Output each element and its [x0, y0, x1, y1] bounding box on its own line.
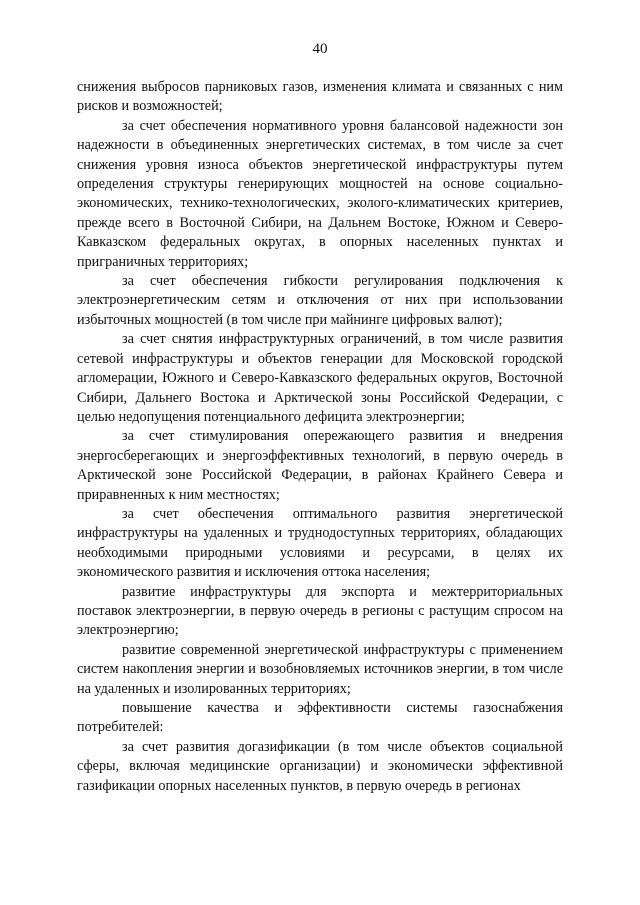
paragraph: за счет обеспечения нормативного уровня балансовой надежности зон надежности в объединенных энергетических системах, в том числе за счет снижения уровня износа объектов энергетической инфраструктуры путем определения структуры генерирующих мощностей на основе социально-экономических, технико-технологических, эколого-климатических критериев, прежде всего в Восточной Сибири, на Дальнем Востоке, Южном и Северо-Кавказском федеральных округах, в опорных населенных пунктах и приграничных территориях; [77, 117, 563, 270]
paragraph: развитие современной энергетической инфраструктуры с применением систем накопления энергии и возобновляемых источников энергии, в том числе на удаленных и изолированных территориях; [77, 641, 563, 697]
document-body [77, 78, 563, 796]
page-number: 40 [312, 41, 328, 57]
paragraph: развитие инфраструктуры для экспорта и межтерриториальных поставок электроэнергии, в первую очередь в регионы с растущим спросом на электроэнергию; [77, 583, 563, 639]
paragraph: снижения выбросов парниковых газов, изменения климата и связанных с ним рисков и возможностей; [77, 79, 563, 115]
paragraph: за счет обеспечения гибкости регулирования подключения к электроэнергетическим сетям и отключения от них при использовании избыточных мощностей (в том числе при майнинге цифровых валют); [77, 273, 563, 328]
paragraph: повышение качества и эффективности системы газоснабжения потребителей: [77, 700, 563, 736]
paragraph: за счет обеспечения оптимального развития энергетической инфраструктуры на удаленных и труднодоступных территориях, обладающих необходимыми природными условиями и ресурсами, в целях их экономического развития и исключения оттока населения; [77, 505, 563, 581]
paragraph: за счет стимулирования опережающего развития и внедрения энергосберегающих и энергоэффективных технологий, в первую очередь в Арктической зоне Российской Федерации, в районах Крайнего Севера и приравненных к ним местностях; [77, 428, 563, 503]
paragraph: за счет развития догазификации (в том числе объектов социальной сферы, включая медицинские организации) и экономически эффективной газификации опорных населенных пунктов, в первую очередь в регионах [77, 738, 563, 794]
paragraph: за счет снятия инфраструктурных ограничений, в том числе развития сетевой инфраструктуры и объектов генерации для Московской городской агломерации, Южного и Северо-Кавказского федеральных округов, Восточной Сибири, Дальнего Востока и Арктической зоны Российской Федерации, с целью недопущения потенциального дефицита электроэнергии; [77, 331, 563, 425]
